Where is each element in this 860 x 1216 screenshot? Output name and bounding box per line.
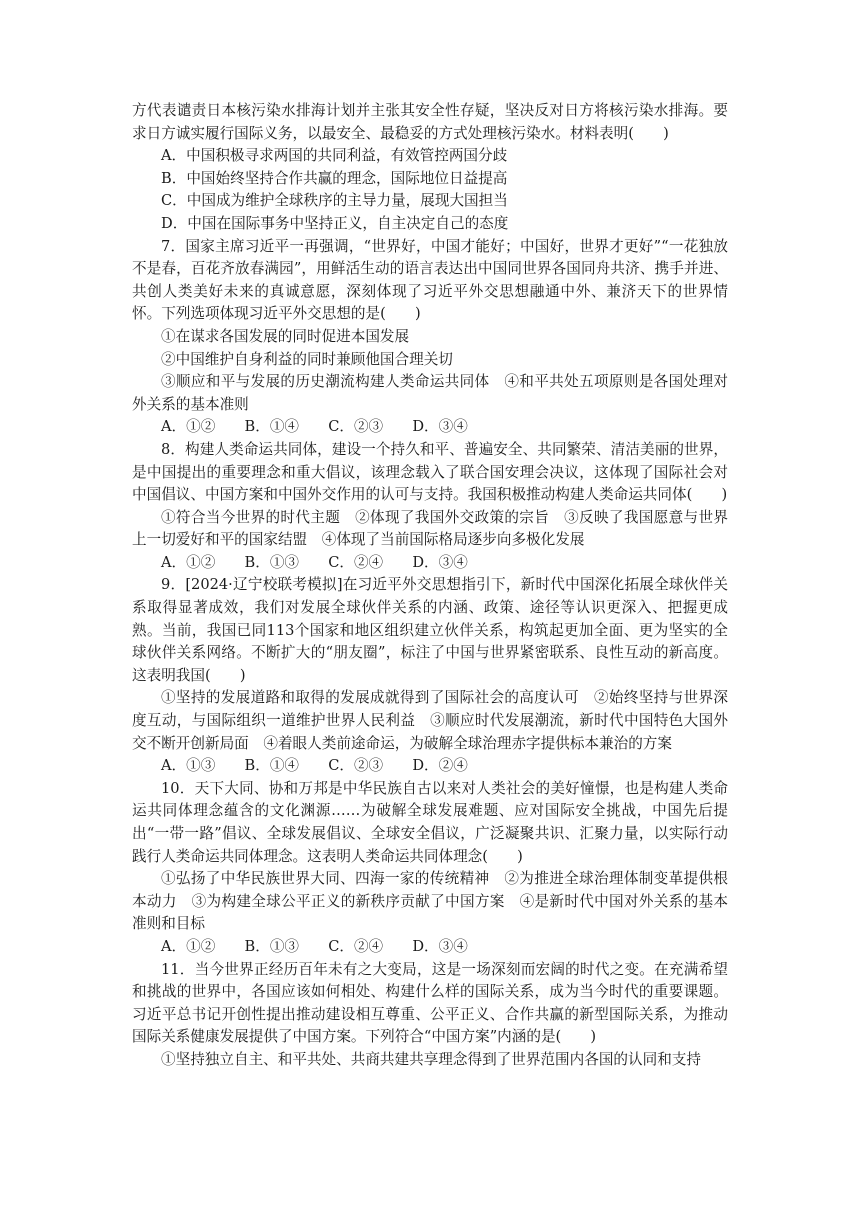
- q11-item-1: ①坚持独立自主、和平共处、共商共建共享理念得到了世界范围内各国的认同和支持: [161, 1050, 701, 1068]
- q7-choices: A．①② B．①④ C．②③ D．③④: [161, 418, 468, 436]
- q10-choices: A．①② B．①③ C．②④ D．③④: [161, 937, 468, 955]
- q7-item-1: ①在谋求各国发展的同时促进本国发展: [161, 327, 410, 345]
- q10-stem: 10．天下大同、协和万邦是中华民族自古以来对人类社会的美好憧憬，也是构建人类命运共同体理念蕴含的文化渊源……为破解全球发展难题、应对国际安全挑战，中国先后提出“一带一路”倡议、全球发展倡议、全球安全倡议，广泛凝聚共识、汇聚力量，以实际行动践行人类命运共同体理念。这表明人类命运共同体理念( ): [132, 779, 728, 865]
- q9-stem: 9．[2024·辽宁校联考模拟]在习近平外交思想指引下，新时代中国深化拓展全球伙伴关系取得显著成效，我们对发展全球伙伴关系的内涵、政策、途径等认识更深入、把握更成熟。当前，我国已同113个国家和地区组织建立伙伴关系，构筑起更加全面、更为坚实的全球伙伴关系网络。不断扩大的“朋友圈”，标注了中国与世界紧密联系、良性互动的新高度。这表明我国( ): [132, 576, 728, 684]
- q6-option-d: D．中国在国际事务中坚持正义，自主决定自己的态度: [161, 214, 509, 232]
- q8-choices: A．①② B．①③ C．②④ D．③④: [161, 553, 468, 571]
- q6-option-c: C．中国成为维护全球秩序的主导力量，展现大国担当: [161, 192, 508, 210]
- q6-option-a: A．中国积极寻求两国的共同利益，有效管控两国分歧: [161, 147, 508, 165]
- q8-items: ①符合当今世界的时代主题 ②体现了我国外交政策的宗旨 ③反映了我国愿意与世界上一切爱好和平的国家结盟 ④体现了当前国际格局逐步向多极化发展: [132, 508, 728, 549]
- document-page: [132, 100, 728, 1072]
- q6-option-b: B．中国始终坚持合作共赢的理念，国际地位日益提高: [161, 169, 508, 187]
- q7-item-2: ②中国维护自身利益的同时兼顾他国合理关切: [161, 350, 453, 368]
- q7-item-3: ③顺应和平与发展的历史潮流构建人类命运共同体 ④和平共处五项原则是各国处理对外关系的基本准则: [132, 373, 728, 413]
- q9-items: ①坚持的发展道路和取得的发展成就得到了国际社会的高度认可 ②始终坚持与世界深度互动，与国际组织一道维护世界人民利益 ③顺应时代发展潮流，新时代中国特色大国外交不断开创新局面 ④着眼人类前途命运，为破解全球治理赤字提供标本兼治的方案: [132, 689, 728, 752]
- q7-stem: 7．国家主席习近平一再强调，“世界好，中国才能好；中国好，世界才更好”“一花独放不是春，百花齐放春满园”，用鲜活生动的语言表达出中国同世界各国同舟共济、携手并进、共创人类美好未来的真诚意愿，深刻体现了习近平外交思想融通中外、兼济天下的世界情怀。下列选项体现习近平外交思想的是( ): [132, 237, 728, 323]
- q6-stem-continued: 方代表谴责日本核污染水排海计划并主张其安全性存疑，坚决反对日方将核污染水排海。要求日方诚实履行国际义务，以最安全、最稳妥的方式处理核污染水。材料表明( ): [132, 102, 728, 142]
- q9-choices: A．①③ B．①④ C．②③ D．②④: [161, 757, 468, 775]
- q11-stem: 11．当今世界正经历百年未有之大变局，这是一场深刻而宏阔的时代之变。在充满希望和挑战的世界中，各国应该如何相处、构建什么样的国际关系，成为当今时代的重要课题。习近平总书记开创性提出推动建设相互尊重、公平正义、合作共赢的新型国际关系，为推动国际关系健康发展提供了中国方案。下列符合“中国方案”内涵的是( ): [132, 960, 728, 1046]
- q10-items: ①弘扬了中华民族世界大同、四海一家的传统精神 ②为推进全球治理体制变革提供根本动力 ③为构建全球公平正义的新秩序贡献了中国方案 ④是新时代中国对外关系的基本准则和目标: [132, 870, 728, 933]
- q8-stem: 8．构建人类命运共同体，建设一个持久和平、普遍安全、共同繁荣、清洁美丽的世界，是中国提出的重要理念和重大倡议，该理念载入了联合国安理会决议，这体现了国际社会对中国倡议、中国方案和中国外交作用的认可与支持。我国积极推动构建人类命运共同体( ): [132, 440, 728, 504]
